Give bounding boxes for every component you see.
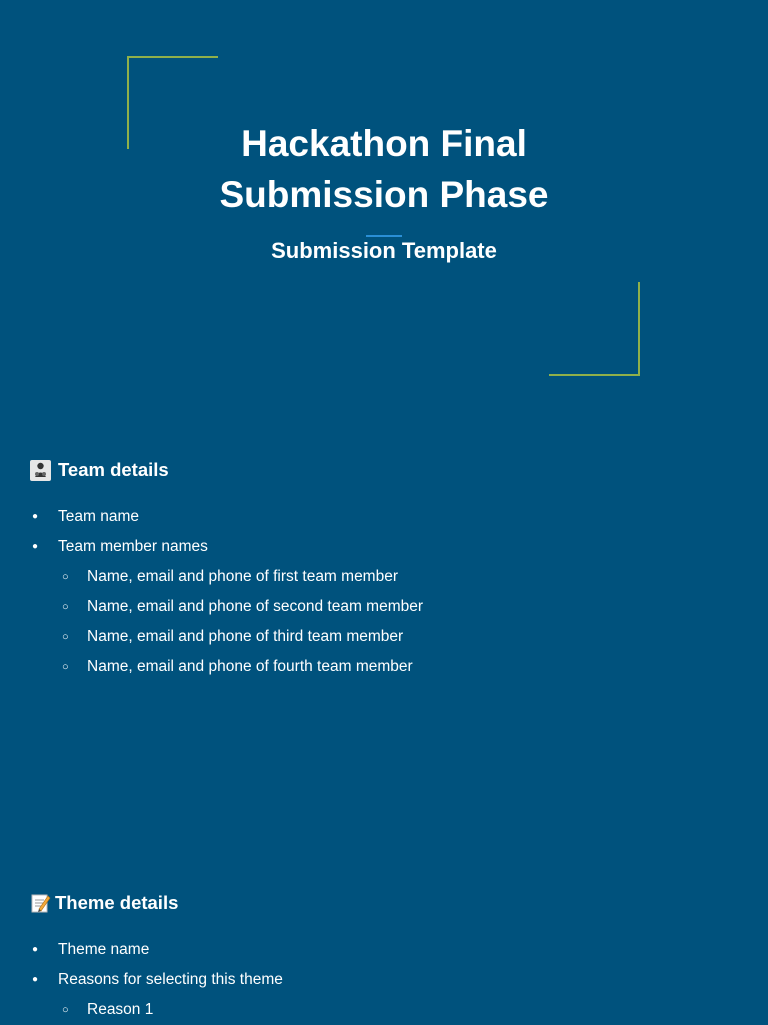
people-icon [30,460,51,481]
theme-details-title: Theme details [55,892,179,913]
sub-list-item: ○ Name, email and phone of third team member [30,622,730,652]
page-title [0,118,768,220]
sub-list-item: ○ Name, email and phone of first team member [30,562,730,592]
theme-details-heading [30,890,730,916]
list-item: ● Reasons for selecting this theme [30,965,730,995]
corner-bracket-bottom-right [549,282,640,376]
title-accent-bar [366,235,402,237]
list-item: ● Theme name [30,935,730,965]
team-details-heading [30,457,730,483]
title-line-2: Submission Phase [219,174,549,215]
list-item: ● Team name [30,502,730,532]
sub-list-item: ○ Reason 1 [30,995,730,1025]
theme-details-list [30,935,730,1025]
list-item: ● Team member names [30,532,730,562]
theme-details-section [30,890,730,1025]
team-details-section [30,457,730,682]
title-line-1: Hackathon Final [241,123,527,164]
sub-list-item: ○ Name, email and phone of fourth team member [30,652,730,682]
team-details-list [30,502,730,682]
page-subtitle: Submission Template [271,238,497,263]
memo-icon [30,893,51,914]
team-details-title: Team details [58,459,169,480]
sub-list-item: ○ Name, email and phone of second team member [30,592,730,622]
